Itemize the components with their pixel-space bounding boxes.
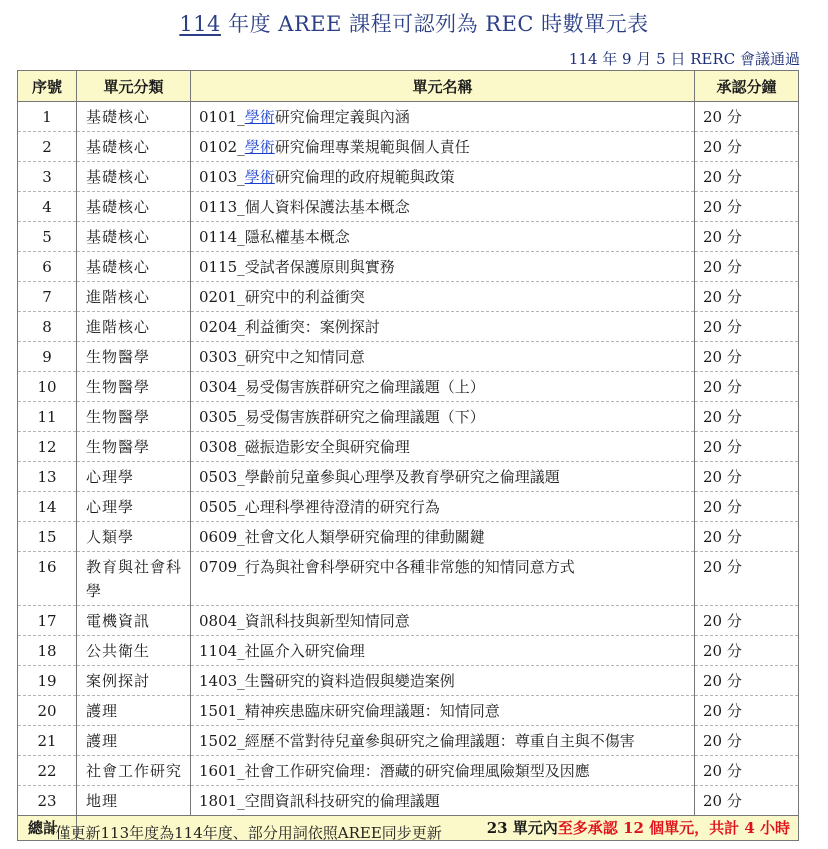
row-unit-name <box>191 192 695 222</box>
unit-title: 精神疾患臨床研究倫理議題：知情同意 <box>244 702 500 720</box>
header-category: 單元分類 <box>77 71 191 102</box>
row-minutes: 20 分 <box>695 342 799 372</box>
row-minutes: 20 分 <box>695 552 799 606</box>
unit-code: 0204_ <box>199 318 245 336</box>
unit-code: 0115_ <box>199 258 245 276</box>
row-minutes: 20 分 <box>695 312 799 342</box>
row-category: 基礎核心 <box>77 102 191 132</box>
row-unit-name <box>191 372 695 402</box>
unit-title: 易受傷害族群研究之倫理議題（下） <box>244 408 485 426</box>
row-unit-name <box>191 552 695 606</box>
unit-title: 空間資訊科技研究的倫理議題 <box>244 792 440 810</box>
table-row <box>18 462 799 492</box>
row-minutes: 20 分 <box>695 462 799 492</box>
row-category: 進階核心 <box>77 312 191 342</box>
row-unit-name <box>191 432 695 462</box>
title-text: 年度 AREE 課程可認列為 REC 時數單元表 <box>220 12 649 36</box>
row-number: 18 <box>18 636 77 666</box>
header-minutes: 承認分鐘 <box>695 71 799 102</box>
table-row <box>18 162 799 192</box>
row-number: 14 <box>18 492 77 522</box>
unit-title: 研究中的利益衝突 <box>244 288 365 306</box>
row-minutes: 20 分 <box>695 432 799 462</box>
row-unit-name <box>191 522 695 552</box>
table-row <box>18 522 799 552</box>
unit-title: 易受傷害族群研究之倫理議題（上） <box>244 378 485 396</box>
unit-code: 0505_ <box>199 498 245 516</box>
row-minutes: 20 分 <box>695 192 799 222</box>
row-category: 社會工作研究 <box>77 756 191 786</box>
row-number: 9 <box>18 342 77 372</box>
total-label: 總計 <box>18 816 77 841</box>
row-unit-name <box>191 462 695 492</box>
row-category: 基礎核心 <box>77 162 191 192</box>
row-unit-name <box>191 666 695 696</box>
row-minutes: 20 分 <box>695 102 799 132</box>
row-unit-name <box>191 696 695 726</box>
unit-title: 社會文化人類學研究倫理的律動關鍵 <box>244 528 485 546</box>
row-minutes: 20 分 <box>695 606 799 636</box>
row-category: 心理學 <box>77 462 191 492</box>
row-number: 2 <box>18 132 77 162</box>
approval-date: 114 年 9 月 5 日 RERC 會議通過 <box>568 50 800 68</box>
row-category: 生物醫學 <box>77 432 191 462</box>
header-no: 序號 <box>18 71 77 102</box>
table-header-row <box>18 71 799 102</box>
unit-code: 1601_ <box>199 762 245 780</box>
row-minutes: 20 分 <box>695 402 799 432</box>
row-unit-name <box>191 756 695 786</box>
row-unit-name <box>191 402 695 432</box>
table-row <box>18 552 799 606</box>
header-name: 單元名稱 <box>191 71 695 102</box>
unit-title: 社會工作研究倫理：潛藏的研究倫理風險類型及因應 <box>244 762 590 780</box>
row-number: 10 <box>18 372 77 402</box>
row-minutes: 20 分 <box>695 282 799 312</box>
row-minutes: 20 分 <box>695 666 799 696</box>
row-category: 基礎核心 <box>77 192 191 222</box>
row-number: 3 <box>18 162 77 192</box>
unit-title: 研究倫理的政府規範與政策 <box>274 168 455 186</box>
row-number: 15 <box>18 522 77 552</box>
unit-title: 研究中之知情同意 <box>244 348 365 366</box>
row-number: 12 <box>18 432 77 462</box>
row-number: 6 <box>18 252 77 282</box>
row-number: 13 <box>18 462 77 492</box>
unit-title: 資訊科技與新型知情同意 <box>244 612 410 630</box>
table-row <box>18 786 799 816</box>
total-prefix: 23 單元內 <box>486 819 558 837</box>
unit-title: 心理科學裡待澄清的研究行為 <box>244 498 440 516</box>
unit-code: 0303_ <box>199 348 245 366</box>
unit-title: 利益衝突：案例探討 <box>244 318 380 336</box>
row-unit-name <box>191 102 695 132</box>
unit-code: 1801_ <box>199 792 245 810</box>
table-row <box>18 372 799 402</box>
row-unit-name <box>191 252 695 282</box>
unit-code: 0304_ <box>199 378 245 396</box>
row-minutes: 20 分 <box>695 252 799 282</box>
row-minutes: 20 分 <box>695 786 799 816</box>
row-unit-name <box>191 222 695 252</box>
unit-code: 1502_ <box>199 732 245 750</box>
table-row <box>18 102 799 132</box>
row-category: 地理 <box>77 786 191 816</box>
unit-code: 0102_ <box>199 138 245 156</box>
row-category: 進階核心 <box>77 282 191 312</box>
document-title <box>0 8 828 38</box>
unit-title: 磁振造影安全與研究倫理 <box>244 438 410 456</box>
row-unit-name <box>191 492 695 522</box>
row-category: 基礎核心 <box>77 132 191 162</box>
row-minutes: 20 分 <box>695 522 799 552</box>
unit-code: 0609_ <box>199 528 245 546</box>
row-unit-name <box>191 162 695 192</box>
row-category: 護理 <box>77 726 191 756</box>
table-row <box>18 342 799 372</box>
unit-title: 學齡前兒童參與心理學及教育學研究之倫理議題 <box>244 468 560 486</box>
unit-code: 1104_ <box>199 642 245 660</box>
unit-title: 研究倫理專業規範與個人責任 <box>274 138 470 156</box>
row-minutes: 20 分 <box>695 162 799 192</box>
unit-title: 研究倫理定義與內涵 <box>274 108 410 126</box>
row-category: 案例探討 <box>77 666 191 696</box>
row-number: 11 <box>18 402 77 432</box>
row-number: 17 <box>18 606 77 636</box>
row-category: 教育與社會科學 <box>77 552 191 606</box>
row-minutes: 20 分 <box>695 372 799 402</box>
unit-code: 0103_ <box>199 168 245 186</box>
table-row <box>18 222 799 252</box>
row-unit-name <box>191 606 695 636</box>
table-row <box>18 432 799 462</box>
table-row <box>18 282 799 312</box>
unit-code: 0101_ <box>199 108 245 126</box>
row-number: 20 <box>18 696 77 726</box>
unit-title: 生醫研究的資料造假與變造案例 <box>244 672 455 690</box>
row-category: 心理學 <box>77 492 191 522</box>
row-minutes: 20 分 <box>695 222 799 252</box>
row-unit-name <box>191 312 695 342</box>
table-row <box>18 606 799 636</box>
unit-link-text[interactable]: 學術 <box>244 138 275 156</box>
row-number: 22 <box>18 756 77 786</box>
row-category: 電機資訊 <box>77 606 191 636</box>
total-highlight: 至多承認 12 個單元，共計 4 小時 <box>557 819 790 837</box>
row-category: 基礎核心 <box>77 222 191 252</box>
unit-code: 1501_ <box>199 702 245 720</box>
title-year: 114 <box>179 12 221 36</box>
row-minutes: 20 分 <box>695 492 799 522</box>
row-number: 21 <box>18 726 77 756</box>
row-unit-name <box>191 636 695 666</box>
table-row <box>18 726 799 756</box>
unit-code: 0503_ <box>199 468 245 486</box>
row-category: 人類學 <box>77 522 191 552</box>
row-number: 23 <box>18 786 77 816</box>
row-number: 19 <box>18 666 77 696</box>
row-number: 16 <box>18 552 77 606</box>
table-row <box>18 666 799 696</box>
row-minutes: 20 分 <box>695 696 799 726</box>
row-minutes: 20 分 <box>695 756 799 786</box>
table-row <box>18 132 799 162</box>
row-unit-name <box>191 282 695 312</box>
row-unit-name <box>191 132 695 162</box>
unit-table <box>17 70 799 841</box>
row-category: 基礎核心 <box>77 252 191 282</box>
row-category: 生物醫學 <box>77 402 191 432</box>
unit-link-text[interactable]: 學術 <box>244 108 275 126</box>
unit-code: 1403_ <box>199 672 245 690</box>
unit-title: 經歷不當對待兒童參與研究之倫理議題：尊重自主與不傷害 <box>244 732 635 750</box>
unit-code: 0114_ <box>199 228 245 246</box>
row-number: 4 <box>18 192 77 222</box>
row-minutes: 20 分 <box>695 132 799 162</box>
unit-code: 0113_ <box>199 198 245 216</box>
table-row <box>18 492 799 522</box>
row-category: 生物醫學 <box>77 342 191 372</box>
table-row <box>18 636 799 666</box>
unit-title: 個人資料保護法基本概念 <box>244 198 410 216</box>
table-row <box>18 312 799 342</box>
unit-title: 受試者保護原則與實務 <box>244 258 395 276</box>
unit-title: 隱私權基本概念 <box>244 228 350 246</box>
table-row <box>18 192 799 222</box>
unit-code: 0804_ <box>199 612 245 630</box>
row-unit-name <box>191 342 695 372</box>
table-row <box>18 252 799 282</box>
unit-code: 0305_ <box>199 408 245 426</box>
row-category: 生物醫學 <box>77 372 191 402</box>
row-minutes: 20 分 <box>695 726 799 756</box>
table-body <box>18 102 799 816</box>
table-row <box>18 402 799 432</box>
unit-title: 社區介入研究倫理 <box>244 642 365 660</box>
row-number: 8 <box>18 312 77 342</box>
footnote: *僅更新113年度為114年度、部分用詞依照AREE同步更新 <box>48 824 442 842</box>
unit-code: 0308_ <box>199 438 245 456</box>
unit-link-text[interactable]: 學術 <box>244 168 275 186</box>
row-number: 1 <box>18 102 77 132</box>
unit-code: 0709_ <box>199 558 245 576</box>
table-row <box>18 696 799 726</box>
row-number: 5 <box>18 222 77 252</box>
row-number: 7 <box>18 282 77 312</box>
row-unit-name <box>191 726 695 756</box>
table-row <box>18 756 799 786</box>
row-category: 公共衛生 <box>77 636 191 666</box>
unit-code: 0201_ <box>199 288 245 306</box>
row-unit-name <box>191 786 695 816</box>
row-category: 護理 <box>77 696 191 726</box>
unit-title: 行為與社會科學研究中各種非常態的知情同意方式 <box>244 558 575 576</box>
row-minutes: 20 分 <box>695 636 799 666</box>
